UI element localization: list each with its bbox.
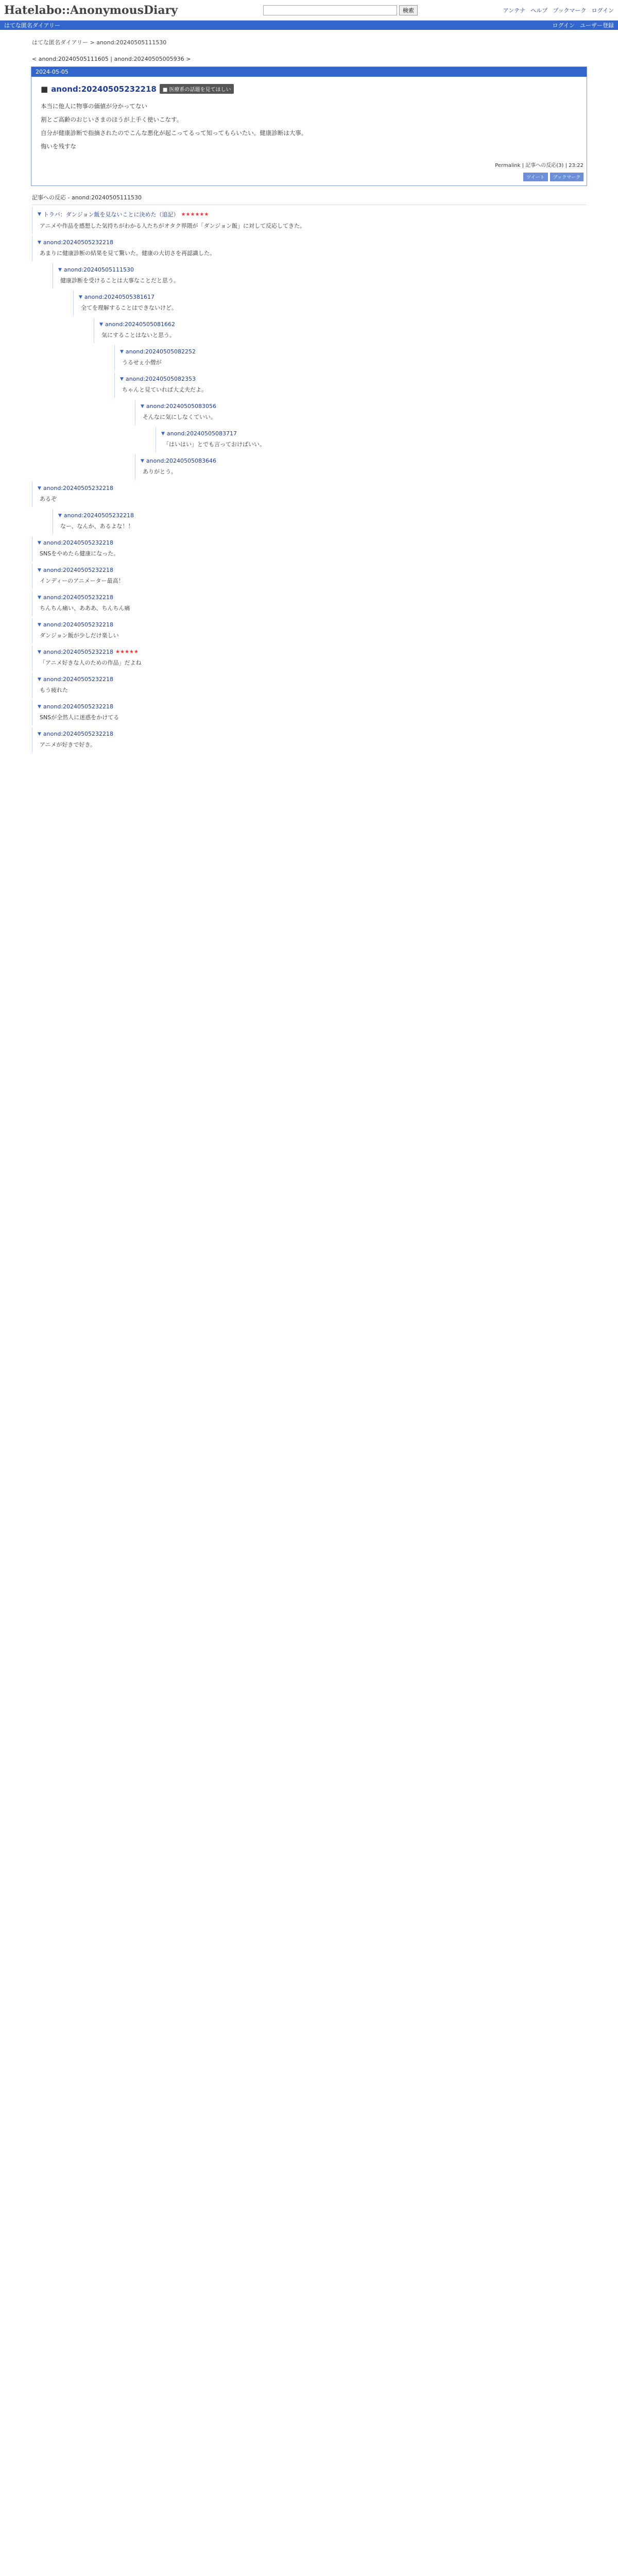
collapse-icon[interactable]: ▼: [141, 458, 144, 464]
comment-body: インディーのアニメーター最高！: [40, 578, 124, 584]
bookmark-button[interactable]: ブックマーク: [550, 173, 583, 181]
comment-body: 健康診断を受けることは大事なことだと思う。: [60, 277, 179, 284]
comment-node: [156, 427, 586, 452]
comment-head: [141, 454, 586, 465]
collapse-icon[interactable]: ▼: [99, 321, 103, 327]
comment-link[interactable]: トラバ：ダンジョン飯を見ないことに決めた（追記）: [43, 211, 179, 218]
share-buttons: [31, 173, 587, 185]
comment-head: [120, 372, 586, 383]
comment-link[interactable]: anond:20240505083717: [166, 430, 237, 437]
collapse-icon[interactable]: ▼: [38, 649, 41, 655]
collapse-icon[interactable]: ▼: [38, 567, 41, 573]
comment-head: [38, 618, 586, 629]
comment-head: [38, 591, 586, 602]
comment-node: [114, 372, 586, 398]
comment-link[interactable]: anond:20240505232218: [43, 649, 114, 655]
article-line: 割とご高齢のおじいさまのほうが上手く使いこなす。: [41, 116, 183, 123]
search-input[interactable]: [263, 5, 397, 15]
collapse-icon[interactable]: ▼: [38, 212, 41, 217]
comment-body: あまりに健康診断の結果を見て驚いた。健康の大切さを再認識した。: [40, 250, 215, 257]
site-section[interactable]: はてな匿名ダイアリー: [4, 22, 61, 29]
comment-node: [135, 400, 586, 425]
collapse-icon[interactable]: ▼: [38, 622, 41, 628]
comment-head: [99, 318, 586, 329]
article-footer[interactable]: Permalink | 記事への反応(3) | 23:22: [495, 163, 583, 168]
comment-head: [38, 727, 586, 738]
comment-head: [38, 673, 586, 684]
comment-head: [120, 345, 586, 356]
comment-body: そんなに気にしなくていい。: [143, 414, 216, 420]
comment-link[interactable]: anond:20240505111530: [63, 266, 134, 273]
comment-link[interactable]: anond:20240505081662: [105, 321, 176, 328]
collapse-icon[interactable]: ▼: [58, 513, 62, 518]
comment-body: もう疲れた: [40, 687, 68, 693]
collapse-icon[interactable]: ▼: [38, 595, 41, 600]
bar-login[interactable]: ログイン: [552, 22, 575, 29]
comment-node: [32, 207, 586, 234]
comment-link[interactable]: anond:20240505232218: [43, 594, 114, 601]
comment-node: [53, 509, 586, 534]
comment-link[interactable]: anond:20240505232218: [43, 485, 114, 492]
comment-body: 全てを理解することはできないけど。: [81, 304, 177, 311]
site-header: [0, 0, 618, 21]
comment-head: [161, 427, 586, 438]
comment-node: [32, 673, 586, 698]
collapse-icon[interactable]: ▼: [120, 349, 124, 354]
comment-node: [32, 536, 586, 562]
comment-link[interactable]: anond:20240505083646: [146, 457, 217, 464]
comment-head: [38, 700, 586, 711]
comment-head: [38, 482, 586, 493]
comment-node: [114, 345, 586, 370]
article-title-row: [41, 84, 577, 94]
comment-link[interactable]: anond:20240505083056: [146, 403, 217, 410]
comment-link[interactable]: anond:20240505232218: [43, 239, 114, 246]
entry-nav[interactable]: < anond:20240505111605 | anond:20240505005936 >: [32, 56, 191, 62]
collapse-icon[interactable]: ▼: [38, 704, 41, 709]
comment-node: [32, 700, 586, 725]
tweet-button[interactable]: ツイート: [523, 173, 548, 181]
comment-link[interactable]: anond:20240505232218: [43, 703, 114, 710]
comment-head: [38, 236, 586, 247]
comment-node: [32, 618, 586, 643]
comment-link[interactable]: anond:20240505232218: [43, 731, 114, 737]
comment-body: 「アニメ好きな人のための作品」だよね: [40, 659, 142, 666]
collapse-icon[interactable]: ▼: [161, 431, 165, 436]
top-bar: [0, 21, 618, 30]
article-card: [31, 66, 587, 186]
article-tag: ■ 医療系の話題を見てほしい: [160, 84, 234, 94]
comment-body: 気にすることはないと思う。: [101, 332, 175, 338]
article-line: 自分が健康診断で指摘されたのでこんな悪化が起こってるって知ってもらいたい。健康診断は大事。: [41, 129, 307, 137]
comment-node: [94, 318, 586, 343]
comment-body: あるぞ: [40, 496, 57, 502]
comment-head: [79, 291, 586, 301]
article-line: 本当に他人に物事の価値が分かってない: [41, 103, 147, 110]
article-title[interactable]: anond:20240505232218: [51, 84, 157, 94]
comment-link[interactable]: anond:20240505232218: [43, 539, 114, 546]
comment-node: [73, 291, 586, 316]
comment-body: うるせぇ小僧が: [122, 359, 162, 366]
comment-head: [38, 564, 586, 574]
article-date: 2024-05-05: [31, 67, 587, 77]
collapse-icon[interactable]: ▼: [38, 676, 41, 682]
bookmark-link[interactable]: ブックマーク: [553, 7, 587, 14]
header-links: [503, 6, 614, 14]
responses-heading: 記事への反応 - anond:20240505111530: [32, 194, 142, 201]
comment-body: ちゃんと見ていれば大丈夫だよ。: [122, 386, 207, 393]
star-badge: ★★★★★★: [181, 211, 209, 217]
comment-node: [32, 482, 586, 507]
antenna-link[interactable]: アンテナ: [503, 7, 526, 14]
breadcrumb[interactable]: はてな匿名ダイアリー > anond:20240505111530: [32, 39, 167, 46]
comment-body: ダンジョン飯が少しだけ楽しい: [40, 632, 119, 639]
comment-node: [32, 727, 586, 753]
star-badge: ★★★★★: [115, 649, 139, 655]
collapse-icon[interactable]: ▼: [38, 540, 41, 546]
comment-link[interactable]: anond:20240505082353: [125, 376, 196, 382]
comment-head: [38, 536, 586, 547]
site-brand[interactable]: Hatelabo::AnonymousDiary: [4, 3, 178, 17]
comment-link[interactable]: anond:20240505232218: [43, 621, 114, 628]
comment-node: [32, 564, 586, 589]
comment-link[interactable]: anond:20240505232218: [43, 676, 114, 683]
collapse-icon[interactable]: ▼: [58, 267, 62, 273]
comment-node: [53, 263, 586, 289]
comment-link[interactable]: anond:20240505232218: [63, 512, 134, 519]
comment-node: [32, 591, 586, 616]
article-icon: ■: [41, 84, 48, 94]
comment-body: なー、なんか、あるよな！！: [60, 523, 134, 530]
comment-head: [38, 646, 586, 656]
comment-body: SNSが全然人に迷惑をかけてる: [40, 714, 119, 721]
collapse-icon[interactable]: ▼: [120, 376, 124, 382]
comment-node: [135, 454, 586, 480]
collapse-icon[interactable]: ▼: [38, 240, 41, 245]
collapse-icon[interactable]: ▼: [38, 485, 41, 491]
comment-body: ちんちん痛い、あああ、ちんちん痛: [40, 605, 130, 612]
comment-head: [58, 263, 586, 274]
comment-head: [58, 509, 586, 520]
collapse-icon[interactable]: ▼: [38, 731, 41, 737]
help-link[interactable]: ヘルプ: [530, 7, 548, 14]
comment-link[interactable]: anond:20240505082252: [125, 348, 196, 355]
comment-node: [32, 236, 586, 261]
collapse-icon[interactable]: ▼: [141, 403, 144, 409]
bar-register[interactable]: ユーザー登録: [580, 22, 614, 29]
search-box: [263, 5, 418, 15]
comment-link[interactable]: anond:20240505381617: [84, 294, 155, 300]
comment-node: [32, 646, 586, 671]
login-link[interactable]: ログイン: [591, 7, 614, 14]
comment-head: [141, 400, 586, 411]
comment-body: SNSをやめたら健康になった。: [40, 550, 119, 557]
comment-body: アニメや作品を感想した気持ちがわかる人たちがオタク界隈が「ダンジョン飯」に対して反応してきた。: [40, 223, 306, 229]
search-button[interactable]: 検索: [399, 5, 418, 15]
article-line: 悔いを残すな: [41, 143, 76, 150]
collapse-icon[interactable]: ▼: [79, 294, 82, 300]
comment-link[interactable]: anond:20240505232218: [43, 567, 114, 573]
comment-body: 「はいはい」とでも言っておけばいい。: [163, 441, 265, 448]
comment-body: アニメが好きで好き。: [40, 741, 96, 748]
comment-body: ありがとう。: [143, 468, 177, 475]
comment-head: [38, 207, 586, 219]
comment-tree: [32, 205, 586, 753]
